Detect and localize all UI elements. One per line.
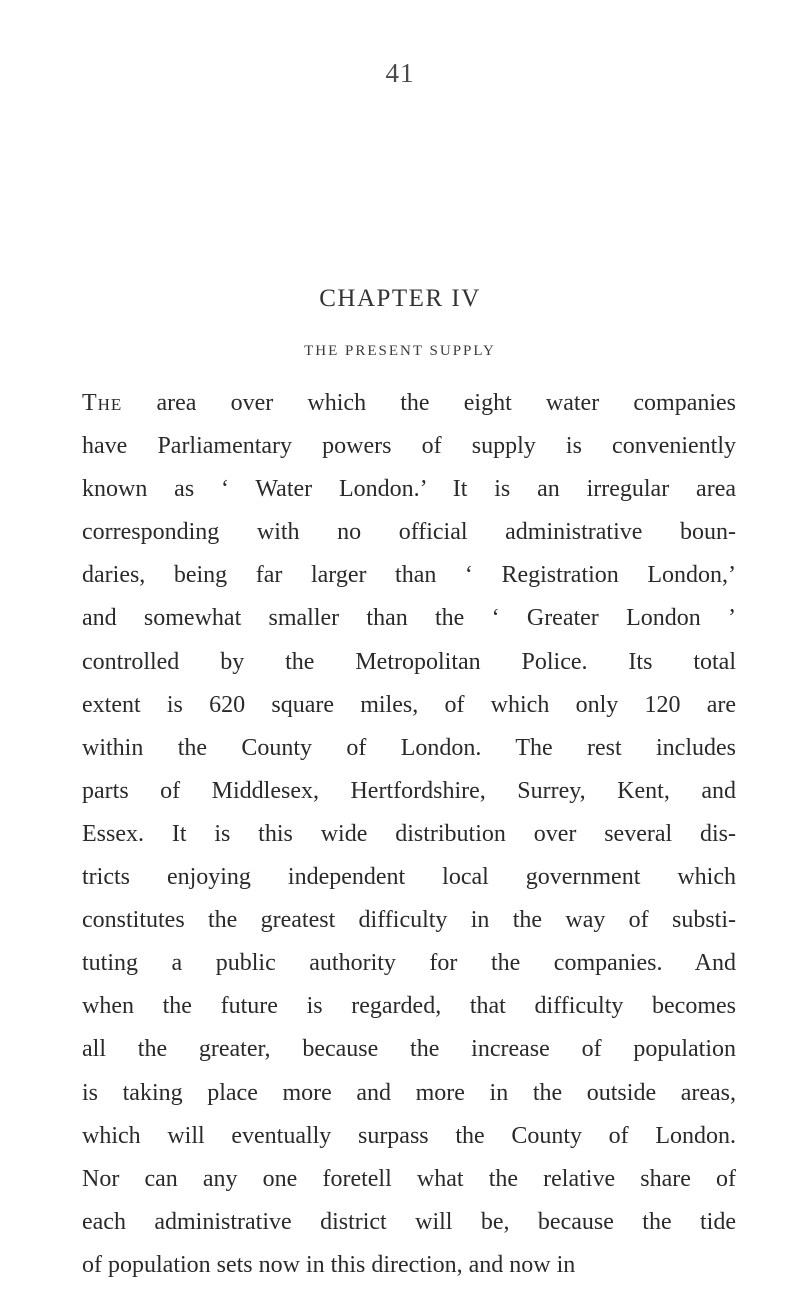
section-title: THE PRESENT SUPPLY	[304, 343, 496, 359]
text-line: each administrative district will be, because the tide	[82, 1208, 736, 1235]
text-line: Nor can any one foretell what the relative share of	[82, 1165, 736, 1192]
text-line: corresponding with no official administrative boun-	[82, 519, 736, 546]
body-paragraph	[82, 382, 736, 1287]
text-line: when the future is regarded, that difficulty becomes	[82, 993, 736, 1020]
text-line: tuting a public authority for the companies. And	[82, 950, 736, 977]
opening-word: The	[82, 390, 123, 416]
text-line: daries, being far larger than ‘ Registration London,’	[82, 562, 736, 589]
text-line: parts of Middlesex, Hertfordshire, Surrey, Kent, and	[82, 777, 736, 804]
text-line: constitutes the greatest difficulty in the way of substi-	[82, 907, 736, 934]
text-line: which will eventually surpass the County of London.	[82, 1122, 736, 1149]
text-line: and somewhat smaller than the ‘ Greater London ’	[82, 605, 736, 632]
text-line: controlled by the Metropolitan Police. Its total	[82, 648, 736, 675]
text-line	[82, 382, 736, 425]
text-line: tricts enjoying independent local government which	[82, 864, 736, 891]
text-line: all the greater, because the increase of population	[82, 1036, 736, 1063]
text-line: have Parliamentary powers of supply is conveniently	[82, 433, 736, 460]
text-line: of population sets now in this direction, and now in	[82, 1251, 576, 1278]
text-line: is taking place more and more in the outside areas,	[82, 1079, 736, 1106]
text-line: known as ‘ Water London.’ It is an irregular area	[82, 476, 736, 503]
text-line: within the County of London. The rest includes	[82, 734, 736, 761]
page-number: 41	[385, 58, 415, 88]
text-line: Essex. It is this wide distribution over several dis-	[82, 820, 736, 847]
text-line: extent is 620 square miles, of which only 120 are	[82, 691, 736, 718]
chapter-heading: CHAPTER IV	[319, 285, 481, 312]
first-line-rest: area over which the eight water companies	[122, 390, 736, 416]
